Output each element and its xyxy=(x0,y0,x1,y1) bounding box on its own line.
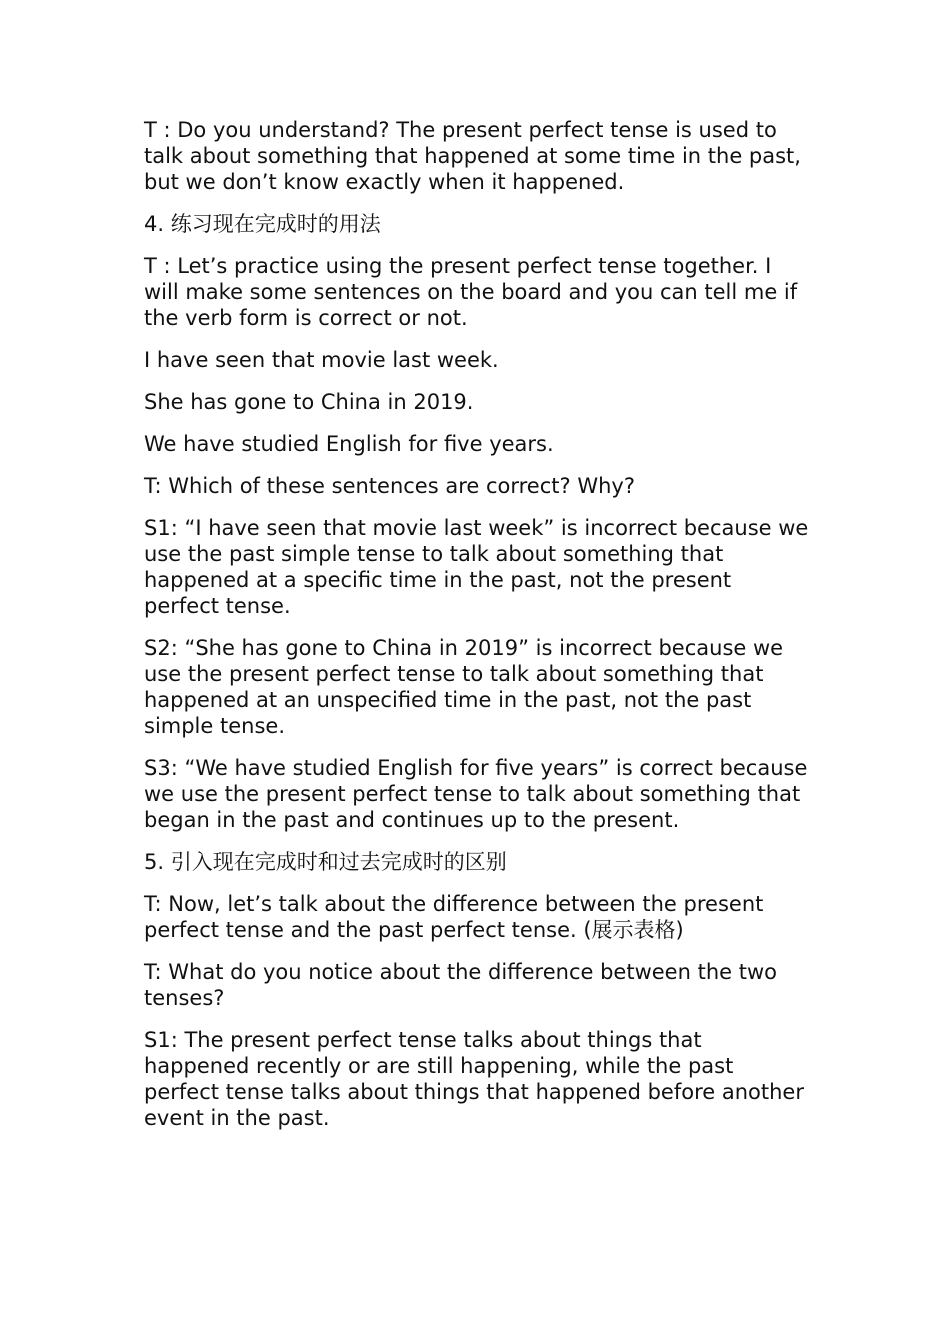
example-sentence-1: I have seen that movie last week. xyxy=(144,348,499,372)
paragraph-teacher-notice: T: What do you notice about the difference between the two tenses? xyxy=(144,960,777,1010)
paragraph-teacher-explanation: T : Do you understand? The present perfect tense is used to talk about something that happened at some time in the past, but we don’t know exactly when it happened. xyxy=(144,118,801,194)
paragraph-student-1-answer: S1: “I have seen that movie last week” is incorrect because we use the past simple tense to talk about something that happened at a specific time in the past, not the present perfect tense. xyxy=(144,516,809,618)
document-body xyxy=(144,117,812,1147)
paragraph-teacher-question: T: Which of these sentences are correct? Why? xyxy=(144,474,635,498)
paragraph-student-3-answer: S3: “We have studied English for five years” is correct because we use the present perfect tense to talk about something that began in the past and continues up to the present. xyxy=(144,756,808,832)
paragraph-student-1-difference: S1: The present perfect tense talks about things that happened recently or are still happening, while the past perfect tense talks about things that happened before another event in the past. xyxy=(144,1028,804,1130)
paragraph-teacher-difference: T: Now, let’s talk about the difference between the present perfect tense and the past perfect tense. (展示表格) xyxy=(144,892,764,942)
paragraph-teacher-practice: T : Let’s practice using the present perfect tense together. I will make some sentences on the board and you can tell me if the verb form is correct or not. xyxy=(144,254,798,330)
section-heading-4: 4. 练习现在完成时的用法 xyxy=(144,212,381,236)
section-heading-5: 5. 引入现在完成时和过去完成时的区别 xyxy=(144,850,507,874)
example-sentence-3: We have studied English for five years. xyxy=(144,432,554,456)
paragraph-student-2-answer: S2: “She has gone to China in 2019” is incorrect because we use the present perfect tense to talk about something that happened at an unspecified time in the past, not the past simple tense. xyxy=(144,636,784,738)
example-sentence-2: She has gone to China in 2019. xyxy=(144,390,474,414)
